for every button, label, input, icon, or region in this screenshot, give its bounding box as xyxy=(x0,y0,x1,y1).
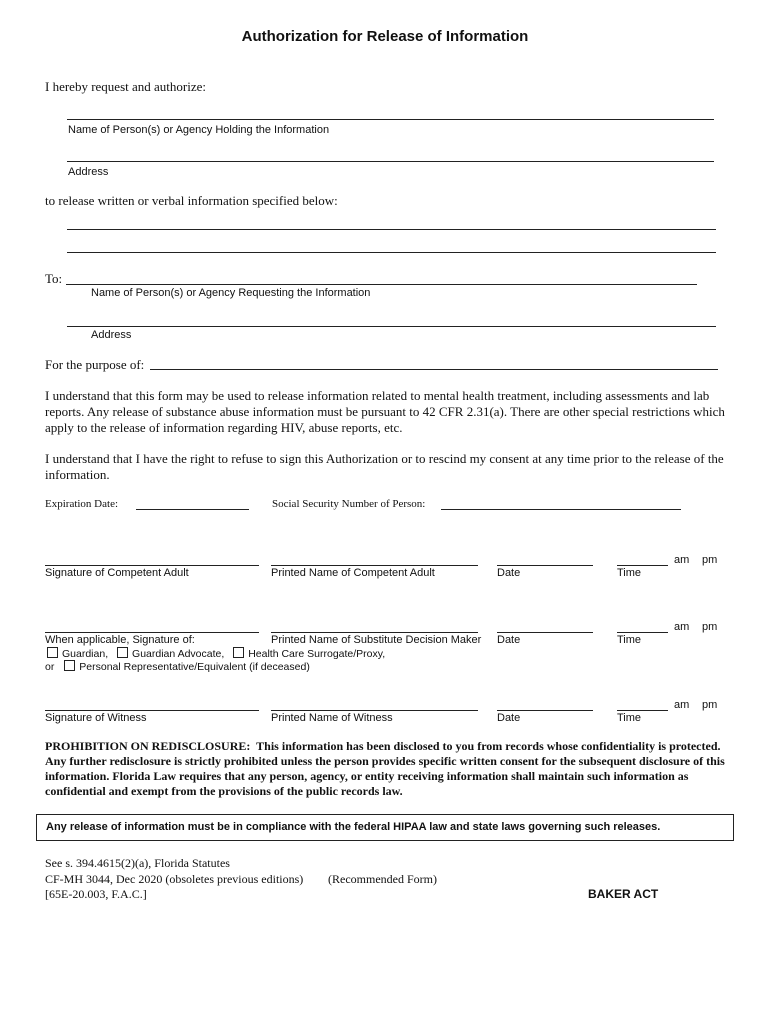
substitute-signature-field[interactable] xyxy=(45,632,259,633)
holder-address-label: Address xyxy=(68,166,109,178)
date-label: Date xyxy=(497,634,521,646)
date-field[interactable] xyxy=(497,565,593,566)
information-line-2[interactable] xyxy=(67,252,716,253)
holder-name-field[interactable] xyxy=(67,119,714,120)
hipaa-notice-box xyxy=(36,814,734,841)
am-label: am xyxy=(674,699,690,711)
statute-reference: See s. 394.4615(2)(a), Florida Statutes xyxy=(45,856,230,870)
guardian-label: Guardian, xyxy=(62,648,109,660)
baker-act-label: BAKER ACT xyxy=(588,887,659,901)
requester-address-label: Address xyxy=(91,329,132,341)
holder-name-label: Name of Person(s) or Agency Holding the Information xyxy=(68,124,330,136)
release-text: to release written or verbal information specified below: xyxy=(45,193,338,208)
requester-name-label: Name of Person(s) or Agency Requesting the Information xyxy=(91,287,371,299)
time-field[interactable] xyxy=(617,565,668,566)
time-field[interactable] xyxy=(617,632,668,633)
date-label: Date xyxy=(497,567,521,579)
guardian-advocate-label: Guardian Advocate, xyxy=(132,648,225,660)
rescind-notice: I understand that I have the right to refuse to sign this Authorization or to rescind my consent at any time prior to the release of the information. xyxy=(45,451,724,482)
time-label: Time xyxy=(617,634,642,646)
am-label: am xyxy=(674,621,690,633)
pm-label: pm xyxy=(702,554,718,566)
prohibition-text: This information has been disclosed to you from records whose confidentiality is protected. Any further redisclosure is strictly prohibited unless the person provides specific written consent for the subsequent disclosure of this information. Florida Law requires that any person, agency, or entity receiving information shall maintain such information as confidential and exempt from the provisions of the public records law. xyxy=(45,739,725,798)
date-field[interactable] xyxy=(497,710,593,711)
substitute-printed-name-field[interactable] xyxy=(271,632,478,633)
request-text: I hereby request and authorize: xyxy=(45,79,206,94)
expiration-date-label: Expiration Date: xyxy=(45,498,119,510)
guardian-checkbox[interactable] xyxy=(47,647,58,658)
hipaa-notice: Any release of information must be in compliance with the federal HIPAA law and state laws governing such releases. xyxy=(46,821,661,833)
substitute-printed-name-label: Printed Name of Substitute Decision Maker xyxy=(271,634,482,646)
mental-health-notice: I understand that this form may be used to release information related to mental health treatment, including assessments and lab reports. Any release of substance abuse information must be pursuant to 42 CFR 2.31(a). There are other special restrictions which apply to the release of information regarding HIV, abuse reports, etc. xyxy=(45,388,725,435)
personal-representative-checkbox[interactable] xyxy=(64,660,75,671)
guardian-advocate-checkbox[interactable] xyxy=(117,647,128,658)
form-id: CF-MH 3044, Dec 2020 (obsoletes previous editions) xyxy=(45,872,304,886)
personal-representative-option xyxy=(45,660,310,673)
personal-representative-label: Personal Representative/Equivalent (if deceased) xyxy=(79,661,310,673)
page-title: Authorization for Release of Information xyxy=(241,28,529,45)
substitute-signature-label: When applicable, Signature of: xyxy=(45,634,195,646)
date-field[interactable] xyxy=(497,632,593,633)
printed-name-label: Printed Name of Competent Adult xyxy=(271,567,435,579)
fac-reference: [65E-20.003, F.A.C.] xyxy=(45,887,147,901)
witness-printed-name-label: Printed Name of Witness xyxy=(271,712,393,724)
prohibition-on-redisclosure xyxy=(45,739,728,799)
date-label: Date xyxy=(497,712,521,724)
health-care-surrogate-checkbox[interactable] xyxy=(233,647,244,658)
expiration-date-field[interactable] xyxy=(136,509,249,510)
witness-signature-field[interactable] xyxy=(45,710,259,711)
purpose-field[interactable] xyxy=(150,369,718,370)
witness-signature-label: Signature of Witness xyxy=(45,712,147,724)
holder-address-field[interactable] xyxy=(67,161,714,162)
pm-label: pm xyxy=(702,621,718,633)
witness-printed-name-field[interactable] xyxy=(271,710,478,711)
or-label: or xyxy=(45,661,55,673)
recommended-form: (Recommended Form) xyxy=(328,872,437,886)
time-label: Time xyxy=(617,712,642,724)
ssn-label: Social Security Number of Person: xyxy=(272,498,426,510)
pm-label: pm xyxy=(702,699,718,711)
purpose-label: For the purpose of: xyxy=(45,357,145,372)
requester-address-field[interactable] xyxy=(67,326,716,327)
information-line-1[interactable] xyxy=(67,229,716,230)
competent-adult-printed-name-field[interactable] xyxy=(271,565,478,566)
competent-adult-signature-field[interactable] xyxy=(45,565,259,566)
requester-name-field[interactable] xyxy=(66,284,697,285)
am-label: am xyxy=(674,554,690,566)
ssn-field[interactable] xyxy=(441,509,681,510)
substitute-type-options xyxy=(47,647,385,660)
time-label: Time xyxy=(617,567,642,579)
prohibition-heading: PROHIBITION ON REDISCLOSURE: xyxy=(45,739,251,753)
to-label: To: xyxy=(45,271,63,286)
health-care-surrogate-label: Health Care Surrogate/Proxy, xyxy=(248,648,386,660)
time-field[interactable] xyxy=(617,710,668,711)
signature-label: Signature of Competent Adult xyxy=(45,567,189,579)
